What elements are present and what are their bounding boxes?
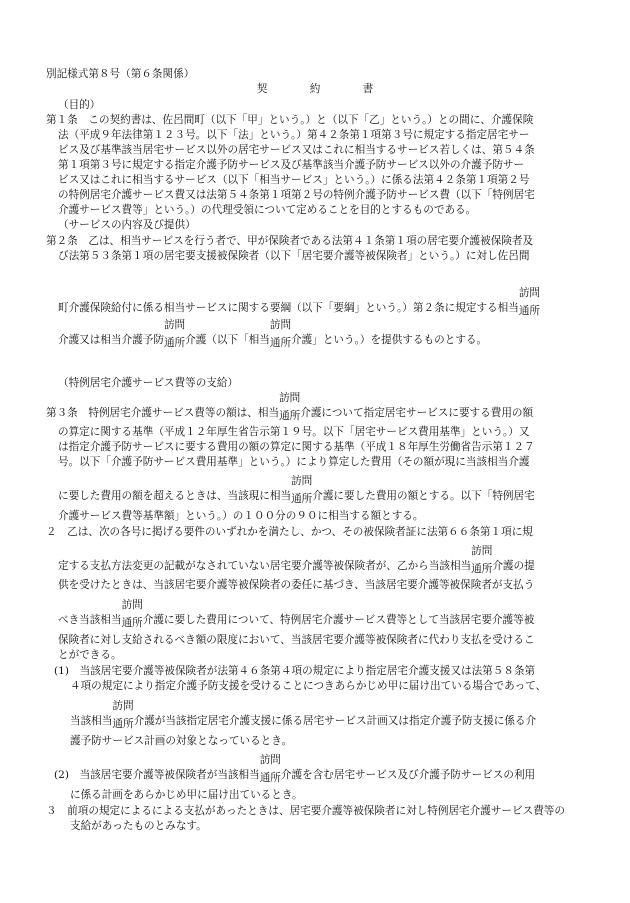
article-3-line: とができる。 — [58, 649, 122, 661]
article-3-line: 保険者に対し支給されるべき額の限度において、当該居宅要介護等被保険者に代わり支払を受けるこ — [58, 634, 535, 646]
article-1-line: 第１条 この契約書は、佐呂間町（以下「甲」という。）と（以下「乙」という。）との間に、介護保険 — [46, 114, 534, 126]
article-2-line: 町介護保険給付に係る相当サービスに関する要綱（以下「要綱」という。）第２条に規定する相当 訪問 通所 — [58, 287, 541, 317]
form-label: 別記様式第８号（第６条関係） — [46, 68, 195, 80]
ruby-service-type: 訪問 通所 — [279, 392, 301, 422]
article-3-line: の算定に関する基準（平成１２年厚生省告示第１９号。以下「居宅サービス費用基準」という。）又 — [58, 426, 530, 438]
ruby-service-type: 訪問 通所 — [112, 700, 134, 730]
article-1-line: ビス及び基準該当居宅サービス以外の居宅サービス又はこれに相当するサービス若しくは、第５４条 — [58, 144, 535, 156]
article-3-heading: （特例居宅介護サービス費等の支給） — [58, 377, 239, 389]
article-2-line: び法第５３条第１項の居宅要支援被保険者（以下「居宅要介護等被保険者」という。）に対し佐呂間 — [58, 250, 530, 262]
article-3-line: 号。以下「介護予防サービス費用基準」という。）により算定した費用（その額が現に当該相当介護 — [58, 456, 530, 468]
item-1-line: 当該相当 訪問 通所介護が当該指定居宅介護支援に係る居宅サービス計画又は指定介護予防支援に係る介 — [70, 700, 537, 730]
article-2-line: 第２条 乙は、相当サービスを行う者で、甲が保険者である法第４１条第１項の居宅要介護被保険者及 — [46, 235, 534, 247]
ruby-service-type: 訪問 通所 — [291, 475, 313, 505]
article-3-line: 定する支払方法変更の記載がなされていない居宅要介護等被保険者が、乙から当該相当 訪問 通所介護の提 — [58, 545, 535, 575]
article-3-line: 第３条 特例居宅介護サービス費等の額は、相当 訪問 通所介護について指定居宅サービスに要する費用の額 — [46, 392, 534, 422]
ruby-service-type: 訪問 通所 — [121, 599, 143, 629]
article-3-line: 支給があったものとみなす。 — [70, 820, 207, 832]
article-2-line: 介護又は相当介護予防 訪問 通所介護（以下「相当 訪問 通所介護」という。）を提供するものとする。 — [58, 319, 488, 349]
item-1-line: 護予防サービス計画の対象となっているとき。 — [70, 735, 293, 747]
ruby-service-type: 訪問 通所 — [269, 319, 292, 349]
item-1-line: (1) 当該居宅要介護等被保険者が法第４６条第４項の規定により指定居宅介護支援又は法第５８条第 — [54, 665, 536, 677]
article-1-line: 第１項第３号に規定する指定介護予防サービス及び基準該当介護予防サービス以外の介護予防サー — [58, 159, 525, 171]
article-3-line: ２ 乙は、次の各号に掲げる要件のいずれかを満たし、かつ、その被保険者証に法第６６条第１項に規 — [46, 526, 533, 538]
item-2-line: (2) 当該居宅要介護等被保険者が当該相当 訪問 通所介護を含む居宅サービス及び介護予防サービスの利用 — [54, 754, 536, 784]
document-title: 契 約 書 — [256, 83, 374, 95]
item-2-line: に係る計画をあらかじめ甲に届け出ているとき。 — [70, 789, 303, 801]
ruby-service-type: 訪問 通所 — [163, 319, 186, 349]
article-3-line: は指定介護予防サービスに要する費用の額の算定に関する基準（平成１８年厚生労働省告示第１２７ — [58, 441, 535, 453]
article-3-line: 供を受けたときは、当該居宅要介護等被保険者の委任に基づき、当該居宅要介護等被保険者が支払う — [58, 579, 535, 591]
article-1-line: の特例居宅介護サービス費又は法第５４条第１項第２号の特例介護予防サービス費（以下「特例居宅 — [58, 189, 535, 201]
ruby-service-type: 訪問 通所 — [259, 754, 281, 784]
ruby-service-type: 訪問 通所 — [518, 287, 541, 317]
article-1-line: 法（平成９年法律第１２３号。以下「法」という。）第４２条第１項第３号に規定する指定居宅サー — [58, 129, 530, 141]
article-1-line: 介護サービス費等」という。）の代理受領について定めることを目的とするものである。 — [58, 204, 477, 216]
article-3-line: に要した費用の額を超えるときは、当該現に相当 訪問 通所介護に要した費用の額とする。以下「特例居宅 — [58, 475, 535, 505]
item-1-line: ４項の規定により指定介護予防支援を受けることにつきあらかじめ甲に届け出ている場合であって、 — [70, 680, 547, 692]
article-3-line: 介護サービス費等基準額」という。）の１００分の９０に相当する額とする。 — [58, 510, 424, 522]
article-2-heading: （サービスの内容及び提供） — [58, 219, 196, 231]
article-1-line: ビス又はこれに相当するサービス（以下「相当サービス」という。）に係る法第４２条第１項第２号 — [58, 174, 530, 186]
article-3-line: ３ 前項の規定によるによる支払があったときは、居宅要介護等被保険者に対し特例居宅介護サービス費等の — [46, 805, 565, 817]
article-1-heading: （目的） — [58, 99, 101, 111]
ruby-service-type: 訪問 通所 — [471, 545, 493, 575]
article-3-line: べき当該相当 訪問 通所介護に要した費用について、特例居宅介護サービス費等として当該居宅要介護等被 — [58, 599, 535, 629]
